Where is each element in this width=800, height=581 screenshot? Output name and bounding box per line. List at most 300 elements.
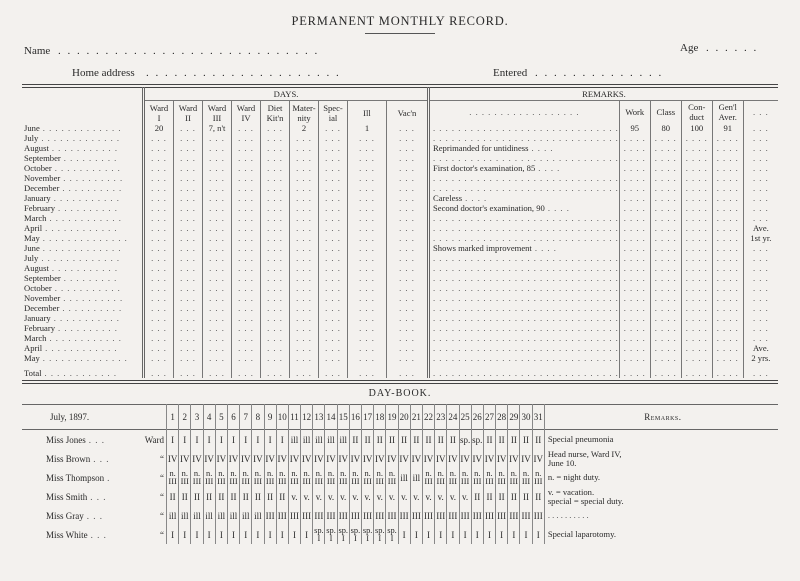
day-cell[interactable]: . . . xyxy=(261,153,290,163)
duty-cell[interactable]: IV xyxy=(374,449,386,468)
day-cell[interactable]: . . . xyxy=(174,323,203,333)
day-cell[interactable]: . . . xyxy=(203,173,232,183)
day-cell[interactable]: . . . xyxy=(348,233,387,243)
duty-cell[interactable]: IV xyxy=(362,449,374,468)
grade-cell[interactable]: . . . . xyxy=(681,193,712,203)
duty-cell[interactable] xyxy=(532,468,544,487)
day-cell[interactable]: 7, n't xyxy=(203,123,232,133)
duty-cell[interactable]: II xyxy=(203,487,215,506)
duty-cell[interactable]: IV xyxy=(459,449,471,468)
day-cell[interactable]: . . . xyxy=(319,253,348,263)
day-cell[interactable]: . . . xyxy=(319,303,348,313)
grade-cell[interactable]: . . . . xyxy=(619,353,650,363)
duty-cell[interactable]: I xyxy=(227,430,239,450)
duty-cell[interactable]: ill xyxy=(252,506,264,525)
day-cell[interactable]: . . . xyxy=(203,163,232,173)
duty-cell[interactable]: I xyxy=(240,525,252,544)
grade-cell[interactable]: . . . . xyxy=(619,363,650,378)
day-cell[interactable]: . . . xyxy=(290,333,319,343)
day-cell[interactable]: . . . xyxy=(290,183,319,193)
remark-cell[interactable]: . . . . . . . . . . . . . . . . . . . . . . . . . . . . . . xyxy=(429,363,620,378)
grade-cell[interactable]: . . . . xyxy=(619,233,650,243)
day-cell[interactable]: . . . xyxy=(232,153,261,163)
grade-cell[interactable]: . . . . xyxy=(650,233,681,243)
day-cell[interactable]: . . . xyxy=(319,193,348,203)
duty-cell[interactable]: IV xyxy=(410,449,422,468)
duty-cell[interactable]: IV xyxy=(264,449,276,468)
duty-cell[interactable] xyxy=(422,468,434,487)
duty-cell[interactable]: I xyxy=(191,525,203,544)
remark-cell[interactable]: . . . . . . . . . . . . . . . . . . . . . . . . . . . . . . xyxy=(429,233,620,243)
duty-cell[interactable] xyxy=(313,468,325,487)
day-cell[interactable]: . . . xyxy=(319,203,348,213)
grade-cell[interactable]: . . . . xyxy=(619,263,650,273)
day-cell[interactable]: . . . xyxy=(319,163,348,173)
day-cell[interactable]: . . . xyxy=(144,253,174,263)
grade-cell[interactable]: . . . . xyxy=(650,363,681,378)
duty-cell[interactable]: I xyxy=(447,525,459,544)
day-cell[interactable]: . . . xyxy=(348,153,387,163)
day-cell[interactable]: . . . xyxy=(319,353,348,363)
day-cell[interactable]: . . . xyxy=(203,303,232,313)
duty-cell[interactable] xyxy=(349,525,361,544)
duty-cell[interactable]: III xyxy=(288,506,300,525)
day-cell[interactable]: . . . xyxy=(387,233,429,243)
day-cell[interactable]: . . . xyxy=(387,163,429,173)
duty-cell[interactable] xyxy=(362,525,374,544)
grade-cell[interactable]: . . . . xyxy=(681,353,712,363)
duty-cell[interactable]: ill xyxy=(227,506,239,525)
day-cell[interactable]: . . . xyxy=(387,193,429,203)
duty-cell[interactable]: I xyxy=(167,430,179,450)
day-cell[interactable]: . . . xyxy=(261,233,290,243)
day-cell[interactable]: . . . xyxy=(319,133,348,143)
duty-cell[interactable]: II xyxy=(508,430,520,450)
duty-cell[interactable]: v. xyxy=(349,487,361,506)
duty-cell[interactable]: IV xyxy=(313,449,325,468)
duty-cell[interactable]: II xyxy=(349,430,361,450)
duty-cell[interactable] xyxy=(264,468,276,487)
duty-cell[interactable]: IV xyxy=(386,449,398,468)
day-cell[interactable]: . . . xyxy=(290,303,319,313)
day-cell[interactable]: . . . xyxy=(387,143,429,153)
duty-cell[interactable]: II xyxy=(191,487,203,506)
duty-cell[interactable] xyxy=(447,468,459,487)
day-cell[interactable]: . . . xyxy=(290,213,319,223)
day-cell[interactable]: . . . xyxy=(144,133,174,143)
duty-cell[interactable]: IV xyxy=(435,449,447,468)
duty-cell[interactable]: I xyxy=(410,525,422,544)
duty-cell[interactable]: IV xyxy=(191,449,203,468)
remark-cell[interactable] xyxy=(429,193,620,203)
duty-cell[interactable] xyxy=(386,468,398,487)
duty-cell[interactable]: IV xyxy=(447,449,459,468)
duty-cell[interactable]: v. xyxy=(301,487,313,506)
grade-cell[interactable]: . . . . xyxy=(712,173,743,183)
duty-cell[interactable]: IV xyxy=(215,449,227,468)
grade-cell[interactable]: . . . . xyxy=(712,143,743,153)
grade-cell[interactable]: . . . . xyxy=(619,313,650,323)
duty-cell[interactable] xyxy=(483,468,495,487)
day-cell[interactable]: . . . xyxy=(261,143,290,153)
day-cell[interactable]: . . . xyxy=(261,333,290,343)
day-cell[interactable]: . . . xyxy=(174,263,203,273)
day-cell[interactable]: . . . xyxy=(261,243,290,253)
day-cell[interactable]: . . . xyxy=(290,343,319,353)
duty-cell[interactable]: I xyxy=(276,430,288,450)
grade-cell[interactable]: . . . . xyxy=(650,213,681,223)
duty-cell[interactable]: v. xyxy=(325,487,337,506)
day-cell[interactable]: . . . xyxy=(348,333,387,343)
day-cell[interactable]: . . . xyxy=(174,143,203,153)
duty-cell[interactable]: v. xyxy=(374,487,386,506)
grade-cell[interactable]: . . . . xyxy=(681,213,712,223)
grade-cell[interactable]: . . . . xyxy=(619,283,650,293)
duty-cell[interactable]: I xyxy=(288,525,300,544)
day-cell[interactable]: . . . xyxy=(232,333,261,343)
day-cell[interactable]: . . . xyxy=(174,313,203,323)
day-cell[interactable]: . . . xyxy=(387,293,429,303)
nurse-remark[interactable] xyxy=(544,449,778,468)
day-cell[interactable]: . . . xyxy=(144,143,174,153)
duty-cell[interactable] xyxy=(435,468,447,487)
duty-cell[interactable]: I xyxy=(240,430,252,450)
day-cell[interactable]: . . . xyxy=(387,253,429,263)
day-cell[interactable]: . . . xyxy=(261,283,290,293)
remark-cell[interactable] xyxy=(429,143,620,153)
day-cell[interactable]: . . . xyxy=(144,263,174,273)
day-cell[interactable]: . . . xyxy=(174,273,203,283)
grade-cell[interactable]: . . . . xyxy=(650,293,681,303)
day-cell[interactable]: . . . xyxy=(174,133,203,143)
duty-cell[interactable]: v. xyxy=(459,487,471,506)
duty-cell[interactable]: I xyxy=(496,525,508,544)
grade-cell[interactable]: . . . . xyxy=(619,153,650,163)
duty-cell[interactable]: I xyxy=(471,525,483,544)
day-cell[interactable]: . . . xyxy=(261,303,290,313)
day-cell[interactable]: . . . xyxy=(144,343,174,353)
duty-cell[interactable]: III xyxy=(313,506,325,525)
day-cell[interactable]: . . . xyxy=(319,263,348,273)
day-cell[interactable]: . . . xyxy=(319,343,348,353)
duty-cell[interactable]: v. xyxy=(410,487,422,506)
grade-cell[interactable]: . . . . xyxy=(681,323,712,333)
day-cell[interactable]: . . . xyxy=(348,303,387,313)
grade-cell[interactable]: . . . . xyxy=(712,163,743,173)
remark-cell[interactable]: . . . . . . . . . . . . . . . . . . . . . . . . . . . . . . xyxy=(429,183,620,193)
grade-cell[interactable]: . . . . xyxy=(681,153,712,163)
duty-cell[interactable]: v. xyxy=(435,487,447,506)
duty-cell[interactable]: ill xyxy=(179,506,191,525)
duty-cell[interactable]: IV xyxy=(167,449,179,468)
duty-cell[interactable] xyxy=(301,468,313,487)
day-cell[interactable]: . . . xyxy=(203,203,232,213)
duty-cell[interactable]: I xyxy=(227,525,239,544)
day-cell[interactable]: . . . xyxy=(261,363,290,378)
day-cell[interactable]: . . . xyxy=(290,203,319,213)
duty-cell[interactable]: II xyxy=(179,487,191,506)
duty-cell[interactable]: III xyxy=(422,506,434,525)
day-cell[interactable]: . . . xyxy=(174,223,203,233)
day-cell[interactable]: . . . xyxy=(387,343,429,353)
day-cell[interactable]: . . . xyxy=(290,143,319,153)
duty-cell[interactable]: I xyxy=(203,525,215,544)
duty-cell[interactable]: IV xyxy=(301,449,313,468)
day-cell[interactable]: . . . xyxy=(203,243,232,253)
duty-cell[interactable]: III xyxy=(301,506,313,525)
day-cell[interactable]: . . . xyxy=(290,153,319,163)
day-cell[interactable]: . . . xyxy=(232,353,261,363)
duty-cell[interactable]: I xyxy=(252,525,264,544)
grade-cell[interactable]: . . . . xyxy=(712,243,743,253)
grade-cell[interactable]: . . . . xyxy=(681,233,712,243)
duty-cell[interactable]: III xyxy=(337,506,349,525)
grade-cell[interactable]: . . . . xyxy=(619,133,650,143)
day-cell[interactable]: . . . xyxy=(232,143,261,153)
grade-cell[interactable]: . . . . xyxy=(650,263,681,273)
day-cell[interactable]: . . . xyxy=(348,203,387,213)
grade-cell[interactable]: . . . . xyxy=(650,323,681,333)
remark-cell[interactable]: . . . . . . . . . . . . . . . . . . . . . . . . . . . . . . xyxy=(429,353,620,363)
duty-cell[interactable]: III xyxy=(447,506,459,525)
grade-cell[interactable]: . . . . xyxy=(681,303,712,313)
day-cell[interactable]: . . . xyxy=(387,203,429,213)
grade-cell[interactable]: . . . . xyxy=(619,203,650,213)
duty-cell[interactable]: IV xyxy=(398,449,410,468)
grade-cell[interactable]: . . . . xyxy=(619,173,650,183)
nurse-remark[interactable]: . . . . . . . . . . xyxy=(544,506,778,525)
duty-cell[interactable]: II xyxy=(362,430,374,450)
duty-cell[interactable]: III xyxy=(325,506,337,525)
day-cell[interactable]: . . . xyxy=(319,293,348,303)
grade-cell[interactable]: . . . . xyxy=(681,343,712,353)
duty-cell[interactable]: IV xyxy=(496,449,508,468)
grade-cell[interactable]: . . . . xyxy=(650,223,681,233)
grade-cell[interactable]: . . . . xyxy=(712,233,743,243)
duty-cell[interactable]: I xyxy=(264,430,276,450)
day-cell[interactable]: . . . xyxy=(232,133,261,143)
grade-cell[interactable]: . . . . xyxy=(681,173,712,183)
day-cell[interactable]: . . . xyxy=(203,333,232,343)
day-cell[interactable]: . . . xyxy=(261,293,290,303)
duty-cell[interactable] xyxy=(215,468,227,487)
duty-cell[interactable]: III xyxy=(532,506,544,525)
grade-cell[interactable]: . . . . xyxy=(619,143,650,153)
day-cell[interactable]: . . . xyxy=(387,183,429,193)
grade-cell[interactable]: . . . . xyxy=(619,323,650,333)
day-cell[interactable]: . . . xyxy=(232,163,261,173)
day-cell[interactable]: . . . xyxy=(387,173,429,183)
duty-cell[interactable]: IV xyxy=(337,449,349,468)
day-cell[interactable]: . . . xyxy=(232,193,261,203)
grade-cell[interactable]: 100 xyxy=(681,123,712,133)
duty-cell[interactable]: I xyxy=(215,430,227,450)
remark-cell[interactable]: . . . . . . . . . . . . . . . . . . . . . . . . . . . . . . xyxy=(429,253,620,263)
day-cell[interactable]: . . . xyxy=(290,223,319,233)
duty-cell[interactable]: I xyxy=(252,430,264,450)
grade-cell[interactable]: . . . . xyxy=(681,143,712,153)
remark-cell[interactable] xyxy=(429,243,620,253)
duty-cell[interactable]: I xyxy=(276,525,288,544)
grade-cell[interactable]: . . . . xyxy=(619,163,650,173)
duty-cell[interactable]: II xyxy=(447,430,459,450)
day-cell[interactable]: . . . xyxy=(203,233,232,243)
day-cell[interactable]: . . . xyxy=(203,343,232,353)
day-cell[interactable]: . . . xyxy=(319,243,348,253)
duty-cell[interactable]: IV xyxy=(508,449,520,468)
day-cell[interactable]: . . . xyxy=(348,193,387,203)
duty-cell[interactable] xyxy=(325,468,337,487)
duty-cell[interactable]: I xyxy=(203,430,215,450)
grade-cell[interactable]: . . . . xyxy=(619,183,650,193)
duty-cell[interactable]: I xyxy=(398,525,410,544)
duty-cell[interactable] xyxy=(227,468,239,487)
duty-cell[interactable]: v. xyxy=(398,487,410,506)
remark-cell[interactable]: . . . . . . . . . . . . . . . . . . . . . . . . . . . . . . xyxy=(429,213,620,223)
day-cell[interactable]: . . . xyxy=(174,123,203,133)
duty-cell[interactable] xyxy=(508,468,520,487)
duty-cell[interactable] xyxy=(167,468,179,487)
duty-cell[interactable] xyxy=(240,468,252,487)
grade-cell[interactable]: . . . . xyxy=(619,243,650,253)
day-cell[interactable]: . . . xyxy=(232,283,261,293)
day-cell[interactable]: . . . xyxy=(387,283,429,293)
day-cell[interactable]: . . . xyxy=(203,223,232,233)
grade-cell[interactable]: . . . . xyxy=(619,333,650,343)
remark-cell[interactable]: . . . . . . . . . . . . . . . . . . . . . . . . . . . . . . xyxy=(429,293,620,303)
day-cell[interactable]: . . . xyxy=(290,293,319,303)
duty-cell[interactable] xyxy=(191,468,203,487)
day-cell[interactable]: . . . xyxy=(174,173,203,183)
day-cell[interactable]: . . . xyxy=(290,363,319,378)
grade-cell[interactable]: 80 xyxy=(650,123,681,133)
duty-cell[interactable]: III xyxy=(459,506,471,525)
day-cell[interactable]: . . . xyxy=(319,153,348,163)
duty-cell[interactable]: III xyxy=(410,506,422,525)
grade-cell[interactable]: . . . . xyxy=(712,353,743,363)
duty-cell[interactable]: I xyxy=(520,525,532,544)
day-cell[interactable]: . . . xyxy=(290,233,319,243)
duty-cell[interactable]: I xyxy=(483,525,495,544)
day-cell[interactable]: . . . xyxy=(348,253,387,263)
grade-cell[interactable]: . . . . xyxy=(619,293,650,303)
grade-cell[interactable]: . . . . xyxy=(712,363,743,378)
day-cell[interactable]: . . . xyxy=(232,273,261,283)
duty-cell[interactable]: III xyxy=(496,506,508,525)
day-cell[interactable]: . . . xyxy=(290,253,319,263)
day-cell[interactable]: . . . xyxy=(387,123,429,133)
duty-cell[interactable]: II xyxy=(252,487,264,506)
day-cell[interactable]: . . . xyxy=(144,283,174,293)
grade-cell[interactable]: . . . . xyxy=(619,273,650,283)
grade-cell[interactable]: . . . . xyxy=(712,313,743,323)
grade-cell[interactable]: . . . . xyxy=(619,213,650,223)
duty-cell[interactable]: III xyxy=(398,506,410,525)
grade-cell[interactable]: . . . . xyxy=(650,313,681,323)
duty-cell[interactable]: II xyxy=(227,487,239,506)
grade-cell[interactable]: . . . . xyxy=(681,243,712,253)
duty-cell[interactable]: v. xyxy=(362,487,374,506)
day-cell[interactable]: . . . xyxy=(319,173,348,183)
day-cell[interactable]: . . . xyxy=(261,203,290,213)
duty-cell[interactable]: III xyxy=(483,506,495,525)
day-cell[interactable]: . . . xyxy=(174,153,203,163)
day-cell[interactable]: . . . xyxy=(319,123,348,133)
day-cell[interactable]: . . . xyxy=(232,293,261,303)
day-cell[interactable]: . . . xyxy=(261,183,290,193)
day-cell[interactable]: . . . xyxy=(290,133,319,143)
duty-cell[interactable]: sp. xyxy=(471,430,483,450)
duty-cell[interactable]: v. xyxy=(386,487,398,506)
remark-cell[interactable]: . . . . . . . . . . . . . . . . . . . . . . . . . . . . . . xyxy=(429,343,620,353)
grade-cell[interactable]: . . . . xyxy=(650,173,681,183)
day-cell[interactable]: . . . xyxy=(319,273,348,283)
duty-cell[interactable] xyxy=(252,468,264,487)
day-cell[interactable]: . . . xyxy=(261,223,290,233)
day-cell[interactable]: . . . xyxy=(174,233,203,243)
grade-cell[interactable]: . . . . xyxy=(650,243,681,253)
day-cell[interactable]: . . . xyxy=(290,193,319,203)
duty-cell[interactable]: II xyxy=(410,430,422,450)
duty-cell[interactable]: v. xyxy=(337,487,349,506)
grade-cell[interactable]: . . . . xyxy=(619,303,650,313)
duty-cell[interactable]: I xyxy=(532,525,544,544)
day-cell[interactable]: . . . xyxy=(144,353,174,363)
day-cell[interactable]: . . . xyxy=(174,183,203,193)
grade-cell[interactable]: . . . . xyxy=(650,273,681,283)
duty-cell[interactable] xyxy=(520,468,532,487)
day-cell[interactable]: . . . xyxy=(348,263,387,273)
day-cell[interactable]: . . . xyxy=(144,333,174,343)
day-cell[interactable]: . . . xyxy=(203,313,232,323)
day-cell[interactable]: . . . xyxy=(387,263,429,273)
day-cell[interactable]: . . . xyxy=(144,323,174,333)
day-cell[interactable]: . . . xyxy=(261,133,290,143)
duty-cell[interactable]: I xyxy=(422,525,434,544)
day-cell[interactable]: . . . xyxy=(348,243,387,253)
grade-cell[interactable]: . . . . xyxy=(681,253,712,263)
day-cell[interactable]: . . . xyxy=(144,193,174,203)
duty-cell[interactable] xyxy=(374,525,386,544)
grade-cell[interactable]: 91 xyxy=(712,123,743,133)
remark-cell[interactable]: . . . . . . . . . . . . . . . . . . . . . . . . . . . . . . xyxy=(429,303,620,313)
day-cell[interactable]: . . . xyxy=(174,283,203,293)
duty-cell[interactable]: II xyxy=(471,487,483,506)
grade-cell[interactable]: . . . . xyxy=(712,153,743,163)
duty-cell[interactable]: ill xyxy=(325,430,337,450)
duty-cell[interactable]: I xyxy=(301,525,313,544)
duty-cell[interactable]: IV xyxy=(325,449,337,468)
grade-cell[interactable]: . . . . xyxy=(712,303,743,313)
day-cell[interactable]: . . . xyxy=(387,133,429,143)
duty-cell[interactable]: IV xyxy=(520,449,532,468)
day-cell[interactable]: . . . xyxy=(232,343,261,353)
day-cell[interactable]: . . . xyxy=(232,263,261,273)
day-cell[interactable]: . . . xyxy=(174,303,203,313)
duty-cell[interactable]: v. xyxy=(422,487,434,506)
entered-field[interactable]: . . . . . . . . . . . . . . xyxy=(535,67,664,79)
day-cell[interactable]: . . . xyxy=(174,243,203,253)
remark-cell[interactable]: . . . . . . . . . . . . . . . . . . . . . . . . . . . . . . xyxy=(429,263,620,273)
duty-cell[interactable]: IV xyxy=(349,449,361,468)
day-cell[interactable]: . . . xyxy=(348,323,387,333)
remark-cell[interactable]: . . . . . . . . . . . . . . . . . . . . . . . . . . . . . . xyxy=(429,133,620,143)
day-cell[interactable]: . . . xyxy=(290,273,319,283)
duty-cell[interactable]: III xyxy=(386,506,398,525)
duty-cell[interactable]: III xyxy=(520,506,532,525)
day-cell[interactable]: . . . xyxy=(203,213,232,223)
day-cell[interactable]: . . . xyxy=(144,363,174,378)
